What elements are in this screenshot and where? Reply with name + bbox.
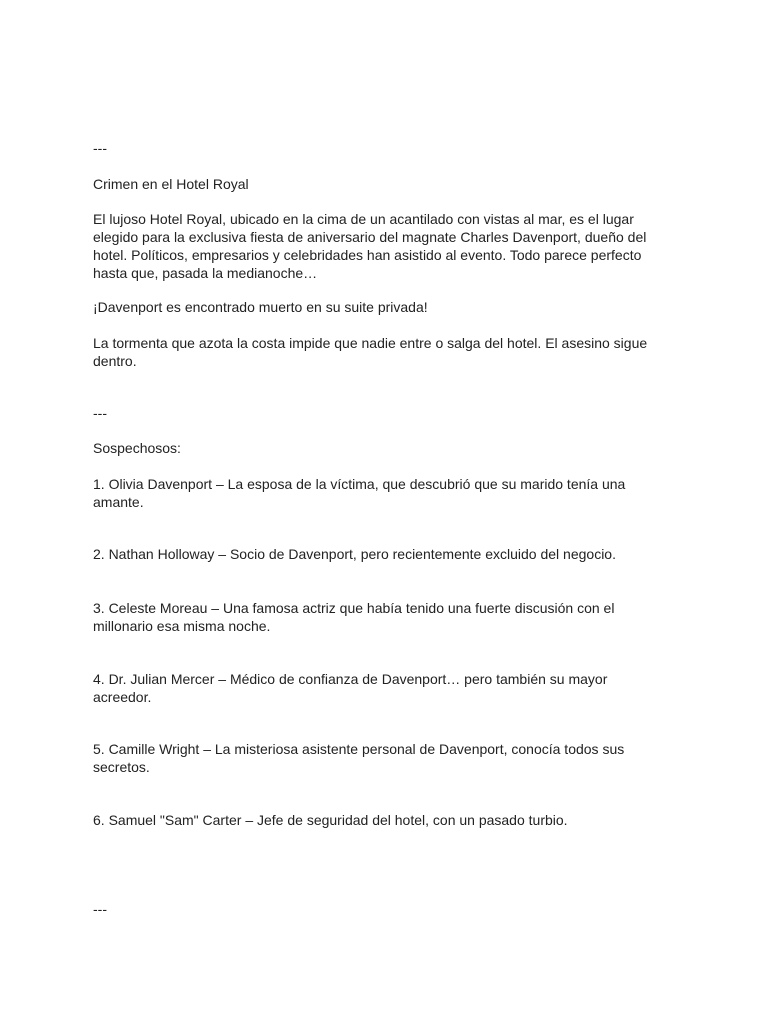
suspect-item: 1. Olivia Davenport – La esposa de la víctima, que descubrió que su marido tenía una amante. <box>93 476 626 510</box>
separator-1: --- <box>93 140 107 156</box>
intro-paragraph: El lujoso Hotel Royal, ubicado en la cima de un acantilado con vistas al mar, es el lugar elegido para la exclusiva fiesta de aniversario del magnate Charles Davenport, dueño del hotel. Políticos, empresarios y celebridades han asistido al evento. Todo parece perfecto hasta que, pasada la medianoche… <box>93 211 647 281</box>
suspect-item: 6. Samuel "Sam" Carter – Jefe de seguridad del hotel, con un pasado turbio. <box>93 812 568 828</box>
separator-2: --- <box>93 405 107 421</box>
suspect-item: 5. Camille Wright – La misteriosa asistente personal de Davenport, conocía todos sus secretos. <box>93 741 625 775</box>
suspect-item: 2. Nathan Holloway – Socio de Davenport, pero recientemente excluido del negocio. <box>93 546 616 562</box>
document-title: Crimen en el Hotel Royal <box>93 176 249 192</box>
separator-3: --- <box>93 901 107 917</box>
storm-paragraph: La tormenta que azota la costa impide que nadie entre o salga del hotel. El asesino sigue dentro. <box>93 335 648 369</box>
suspects-heading: Sospechosos: <box>93 440 181 456</box>
suspect-item: 4. Dr. Julian Mercer – Médico de confianza de Davenport… pero también su mayor acreedor. <box>93 671 608 705</box>
exclamation-paragraph: ¡Davenport es encontrado muerto en su suite privada! <box>93 299 428 315</box>
suspect-item: 3. Celeste Moreau – Una famosa actriz que había tenido una fuerte discusión con el millonario esa misma noche. <box>93 600 615 634</box>
